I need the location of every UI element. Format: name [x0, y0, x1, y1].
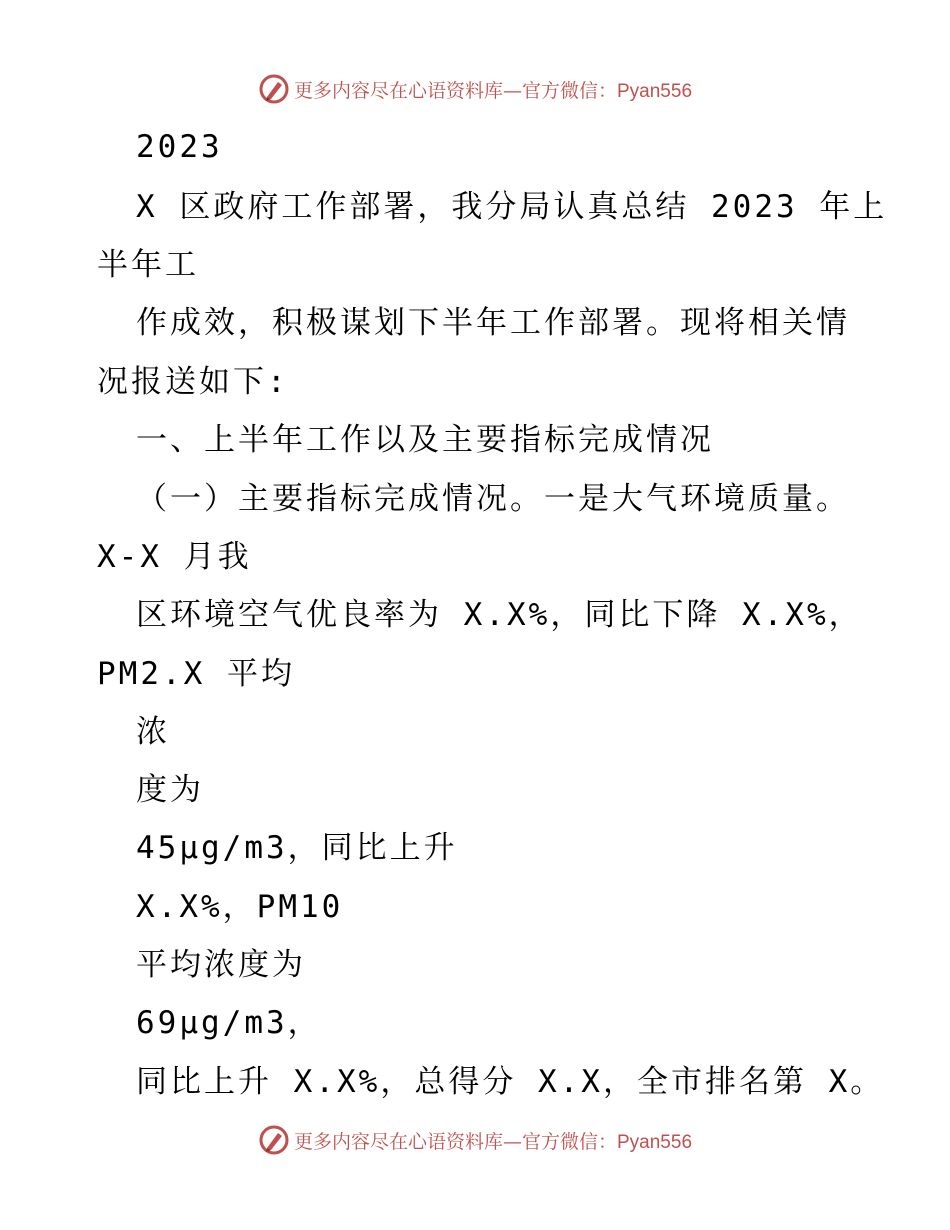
text-line: 半年工	[97, 247, 199, 283]
watermark-banner-bottom	[0, 1122, 950, 1158]
watermark-text: 更多内容尽在心语资料库	[293, 1130, 503, 1153]
section-heading: 一、上半年工作以及主要指标完成情况	[136, 422, 714, 458]
text-line: 况报送如下:	[97, 364, 289, 400]
text-line: （一）主要指标完成情况。一是大气环境质量。	[136, 481, 850, 517]
text-line: 45μg/m3，同比上升	[136, 830, 458, 866]
text-line: 区环境空气优良率为 X.X%，同比下降 X.X%，	[136, 597, 863, 633]
text-line: 同比上升 X.X%，总得分 X.X，全市排名第 X。	[136, 1064, 885, 1100]
watermark-wechat-id: Pyan556	[617, 80, 693, 102]
text-line: 度为	[136, 772, 204, 808]
text-line: X-X 月我	[97, 539, 252, 575]
watermark-banner-top	[0, 71, 950, 107]
pen-logo-icon	[258, 1124, 290, 1156]
watermark-separator: —	[502, 1130, 522, 1153]
text-line: X 区政府工作部署，我分局认真总结 2023 年上	[136, 189, 888, 225]
watermark-wechat-id: Pyan556	[617, 1131, 693, 1153]
watermark-wechat-label: 官方微信：	[521, 1130, 617, 1153]
text-line: PM2.X 平均	[97, 656, 295, 692]
watermark-text: 更多内容尽在心语资料库	[293, 79, 503, 102]
text-line: 平均浓度为	[136, 947, 306, 983]
text-line: 作成效，积极谋划下半年工作部署。现将相关情	[136, 305, 850, 341]
text-line: X.X%，PM10	[136, 889, 344, 925]
text-line: 浓	[136, 714, 170, 750]
watermark-separator: —	[502, 79, 522, 102]
watermark-wechat-label: 官方微信：	[521, 79, 617, 102]
pen-logo-icon	[258, 73, 290, 105]
text-line: 2023	[136, 129, 223, 165]
text-line: 69μg/m3，	[136, 1005, 322, 1041]
